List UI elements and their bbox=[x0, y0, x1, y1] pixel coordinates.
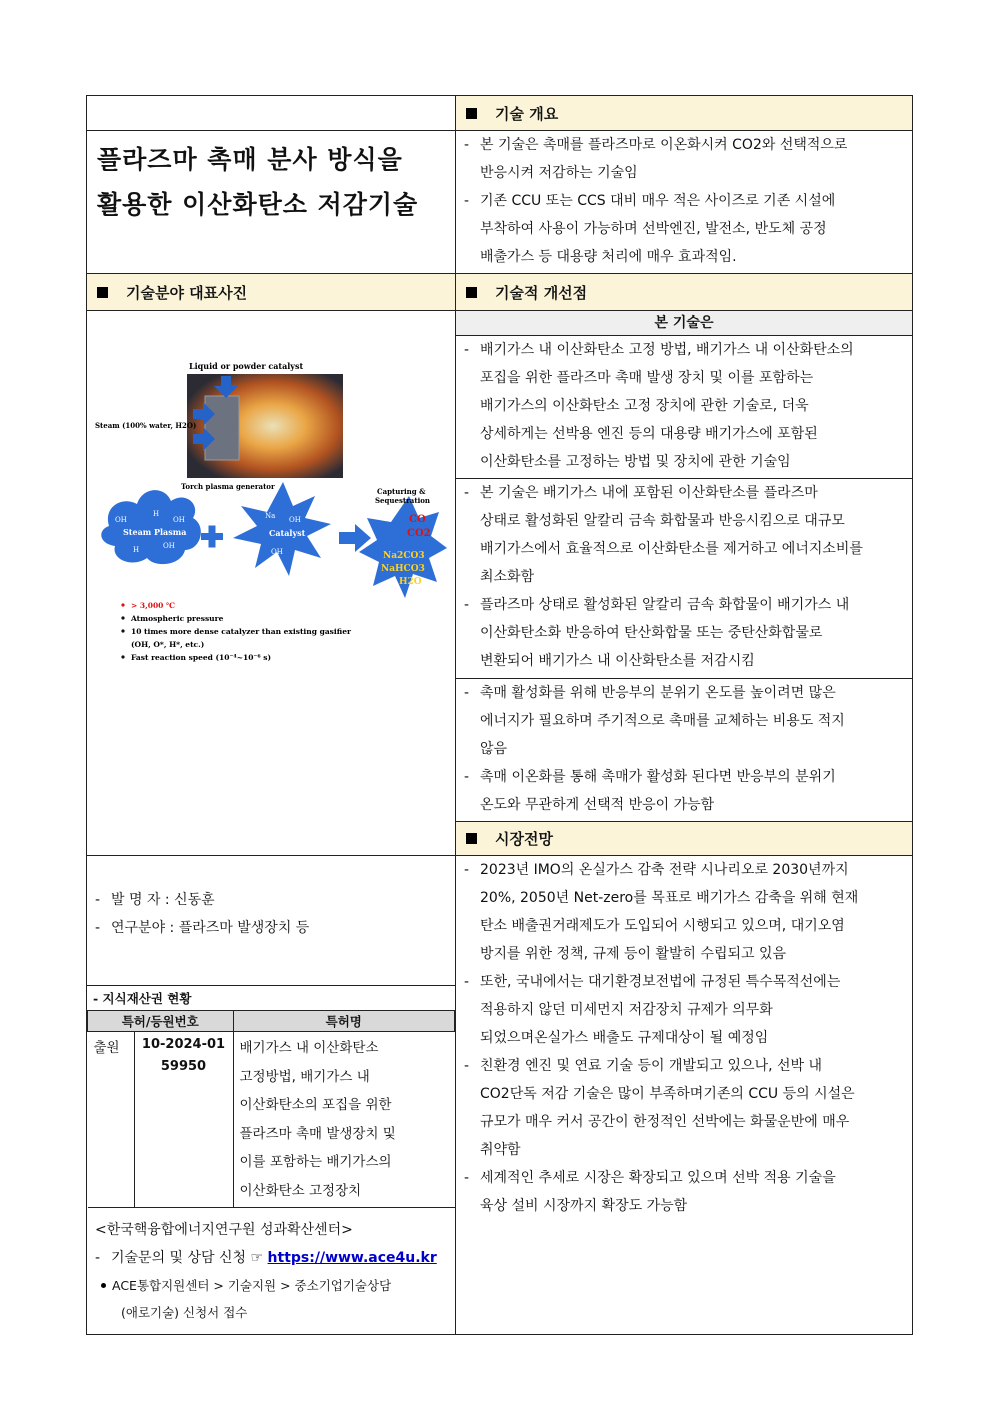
ip-title: - 지식재산권 현황 bbox=[87, 986, 455, 1010]
list-item-line: 상세하게는 선박용 엔진 등의 대용량 배기가스에 포함된 bbox=[480, 426, 818, 442]
svg-text:H: H bbox=[133, 546, 140, 554]
improvement-block-2 bbox=[456, 479, 912, 678]
table-row bbox=[88, 1032, 455, 1208]
ip-name-line: 이산화탄소 고정장치 bbox=[239, 1182, 362, 1199]
square-bullet-icon bbox=[466, 287, 477, 298]
list-item-line: 육상 설비 시장까지 확장도 가능함 bbox=[480, 1198, 688, 1214]
inventor-line: - 발 명 자 : 신동훈 bbox=[87, 886, 455, 914]
bullet-dot-icon bbox=[121, 616, 124, 619]
list-item bbox=[456, 679, 912, 763]
list-item-line: - 촉매 활성화를 위해 반응부의 분위기 온도를 높이려면 많은 bbox=[480, 685, 836, 701]
list-item-line: - 친환경 엔진 및 연료 기술 등이 개발되고 있으나, 선박 내 bbox=[480, 1058, 823, 1074]
overview-header-label: 기술 개요 bbox=[495, 104, 559, 123]
svg-text:OH: OH bbox=[289, 516, 301, 524]
label-steam: Steam (100% water, H2O) bbox=[95, 421, 197, 430]
bullet-dot-icon bbox=[121, 629, 124, 632]
inventor-info bbox=[87, 886, 455, 942]
label-co: CO bbox=[409, 514, 426, 525]
ip-name-line: 플라즈마 촉매 발생장치 및 bbox=[239, 1125, 396, 1142]
svg-text:Na: Na bbox=[265, 512, 276, 520]
ip-name-line: 이산화탄소의 포집을 위한 bbox=[239, 1097, 392, 1113]
list-item-line: - 본 기술은 촉매를 플라즈마로 이온화시켜 CO2와 선택적으로 bbox=[480, 137, 848, 153]
list-item-line: 배출가스 등 대용량 처리에 매우 효과적임. bbox=[480, 249, 737, 265]
title-line-1: 플라즈마 촉매 분사 방식을 bbox=[97, 145, 403, 174]
svg-text:OH: OH bbox=[115, 516, 127, 524]
list-item-line: 방지를 위한 정책, 규제 등이 활발히 수립되고 있음 bbox=[480, 946, 787, 962]
ip-section bbox=[87, 986, 455, 1208]
list-item bbox=[456, 131, 912, 187]
inquiry-line bbox=[87, 1244, 455, 1272]
list-item-line: 배기가스의 이산화탄소 고정 장치에 관한 기술로, 더욱 bbox=[480, 398, 809, 414]
list-item-line: - 기존 CCU 또는 CCS 대비 매우 적은 사이즈로 기존 시설에 bbox=[480, 193, 836, 209]
ip-col-number: 특허/등원번호 bbox=[88, 1011, 234, 1032]
list-item-line: - 2023년 IMO의 온실가스 감축 전략 시나리오로 2030년까지 bbox=[480, 862, 849, 878]
bullet-dot-icon bbox=[121, 655, 124, 658]
list-item-line: - 세계적인 추세로 시장은 확장되고 있으며 선박 적용 기술을 bbox=[480, 1170, 836, 1186]
title-line-2: 활용한 이산화탄소 저감기술 bbox=[97, 190, 419, 219]
label-capture-2: Sequestration bbox=[375, 496, 430, 505]
list-item bbox=[456, 1164, 912, 1220]
market-header-label: 시장전망 bbox=[495, 830, 553, 848]
figure-bullet: > 3,000 ℃ bbox=[131, 601, 175, 610]
label-capture: Capturing & bbox=[377, 487, 426, 496]
list-item bbox=[456, 763, 912, 819]
figure-bullet: Fast reaction speed (10⁻⁴~10⁻⁶ s) bbox=[131, 653, 272, 662]
list-item-line: 적용하지 않던 미세먼지 저감장치 규제가 의무화 bbox=[480, 1002, 773, 1018]
svg-text:OH: OH bbox=[173, 516, 185, 524]
improvement-subheader: 본 기술은 bbox=[456, 311, 912, 335]
ip-table bbox=[87, 1010, 455, 1208]
contact-org: <한국핵융합에너지연구원 성과확산센터> bbox=[95, 1222, 353, 1238]
figure-bullet: 10 times more dense catalyzer than existing gasifier bbox=[131, 627, 351, 636]
photo-header bbox=[87, 274, 455, 310]
list-item bbox=[456, 187, 912, 271]
list-item-line: - 촉매 이온화를 통해 촉매가 활성화 된다면 반응부의 분위기 bbox=[480, 769, 836, 785]
svg-text:OH: OH bbox=[271, 548, 283, 556]
list-item-line: - 또한, 국내에서는 대기환경보전법에 규정된 특수목적선에는 bbox=[480, 974, 841, 990]
list-item-line: 에너지가 필요하며 주기적으로 촉매를 교체하는 비용도 적지 bbox=[480, 713, 845, 729]
photo-header-label: 기술분야 대표사진 bbox=[126, 283, 248, 302]
overview-header bbox=[456, 96, 912, 130]
list-item-line: 탄소 배출권거래제도가 도입되어 시행되고 있으며, 대기오염 bbox=[480, 918, 845, 934]
overview-list bbox=[456, 131, 912, 273]
inquiry-label: 기술문의 및 상담 신청 ☞ bbox=[111, 1250, 264, 1266]
svg-text:H: H bbox=[153, 510, 160, 518]
list-item-line: 최소화함 bbox=[480, 569, 535, 585]
list-item-line: 배기가스에서 효율적으로 이산화탄소를 제거하고 에너지소비를 bbox=[480, 541, 863, 557]
ip-status: 출원 bbox=[88, 1032, 135, 1208]
tech-sheet bbox=[86, 95, 913, 1335]
market-header bbox=[456, 822, 912, 855]
page-title bbox=[87, 131, 455, 233]
list-item-line: 온도와 무관하게 선택적 반응이 가능함 bbox=[480, 797, 715, 813]
list-item bbox=[456, 479, 912, 591]
contact-link[interactable]: https://www.ace4u.kr bbox=[267, 1250, 437, 1266]
list-item-line: - 플라즈마 상태로 활성화된 알칼리 금속 화합물이 배기가스 내 bbox=[480, 597, 850, 613]
label-catalyst: Catalyst bbox=[269, 528, 306, 538]
bullet-dot-icon bbox=[121, 603, 124, 606]
list-item-line: CO2단독 저감 기술은 많이 부족하며기존의 CCU 등의 시설은 bbox=[480, 1086, 855, 1102]
improvement-header-label: 기술적 개선점 bbox=[495, 283, 588, 302]
torch-flange-icon bbox=[205, 396, 239, 460]
label-catalyst-input: Liquid or powder catalyst bbox=[189, 361, 304, 371]
improvement-block-3 bbox=[456, 679, 912, 821]
list-item-line: 않음 bbox=[480, 741, 508, 757]
list-item-line: 이산화탄소를 고정하는 방법 및 장치에 관한 기술임 bbox=[480, 454, 791, 470]
list-item-line: 부착하여 사용이 가능하며 선박엔진, 발전소, 반도체 공정 bbox=[480, 221, 827, 237]
ip-col-name: 특허명 bbox=[233, 1011, 455, 1032]
label-co2: CO2 bbox=[407, 528, 431, 539]
path-text-2: (애로기술) 신청서 접수 bbox=[121, 1305, 248, 1320]
improvement-block-1 bbox=[456, 336, 912, 478]
list-item-line: 20%, 2050년 Net-zero를 목표로 배기가스 감축을 위해 현재 bbox=[480, 890, 859, 906]
improvement-header bbox=[456, 274, 912, 310]
figure-bullet: (OH, O*, H*, etc.) bbox=[131, 640, 205, 649]
list-item-line: 취약함 bbox=[480, 1142, 521, 1158]
label-na2co3: Na2CO3 bbox=[383, 551, 425, 561]
list-item bbox=[456, 1052, 912, 1164]
ip-name-line: 이를 포함하는 배기가스의 bbox=[239, 1154, 392, 1170]
square-bullet-icon bbox=[466, 833, 477, 844]
research-field-line: - 연구분야 : 플라즈마 발생장치 등 bbox=[87, 914, 455, 942]
list-item-line: 되었으며온실가스 배출도 규제대상이 될 예정임 bbox=[480, 1030, 769, 1046]
ip-name-line: 고정방법, 배기가스 내 bbox=[239, 1068, 370, 1085]
ip-name bbox=[233, 1032, 455, 1208]
list-item-line: - 배기가스 내 이산화탄소 고정 방법, 배기가스 내 이산화탄소의 bbox=[480, 342, 854, 358]
label-torch: Torch plasma generator bbox=[181, 482, 275, 491]
list-item bbox=[456, 336, 912, 476]
list-item bbox=[456, 591, 912, 675]
list-item-line: 상태로 활성화된 알칼리 금속 화합물과 반응시킴으로 대규모 bbox=[480, 513, 845, 529]
list-item-line: - 본 기술은 배기가스 내에 포함된 이산화탄소를 플라즈마 bbox=[480, 485, 818, 501]
figure-bullets bbox=[121, 601, 352, 662]
bullet-dot-icon bbox=[101, 1283, 106, 1288]
label-nahco3: NaHCO3 bbox=[381, 564, 425, 574]
list-item-line: 변환되어 배기가스 내 이산화탄소를 저감시킴 bbox=[480, 653, 755, 669]
ip-name-line: 배기가스 내 이산화탄소 bbox=[239, 1040, 379, 1056]
square-bullet-icon bbox=[97, 287, 108, 298]
label-steam-plasma: Steam Plasma bbox=[123, 527, 187, 537]
list-item-line: 이산화탄소화 반응하여 탄산화합물 또는 중탄산화합물로 bbox=[480, 625, 823, 641]
svg-text:OH: OH bbox=[163, 542, 175, 550]
label-h2o: H2O bbox=[399, 577, 422, 587]
contact-section bbox=[87, 1216, 455, 1326]
list-item bbox=[456, 856, 912, 968]
list-item-line: 포집을 위한 플라즈마 촉매 발생 장치 및 이를 포함하는 bbox=[480, 370, 814, 386]
plasma-catalyst-diagram bbox=[93, 346, 449, 666]
list-item-line: 반응시켜 저감하는 기술임 bbox=[480, 165, 638, 181]
market-list bbox=[456, 856, 912, 1236]
ip-number: 10-2024-01 59950 bbox=[134, 1032, 233, 1208]
square-bullet-icon bbox=[466, 108, 477, 119]
figure-bullet: Atmospheric pressure bbox=[131, 614, 224, 623]
path-line bbox=[87, 1272, 455, 1299]
path-text: ACE통합지원센터 > 기술지원 > 중소기업기술상담 bbox=[112, 1278, 392, 1293]
list-item-line: 규모가 매우 커서 공간이 한정적인 선박에는 화물운반에 매우 bbox=[480, 1114, 850, 1130]
list-item bbox=[456, 968, 912, 1052]
representative-figure bbox=[93, 346, 449, 666]
